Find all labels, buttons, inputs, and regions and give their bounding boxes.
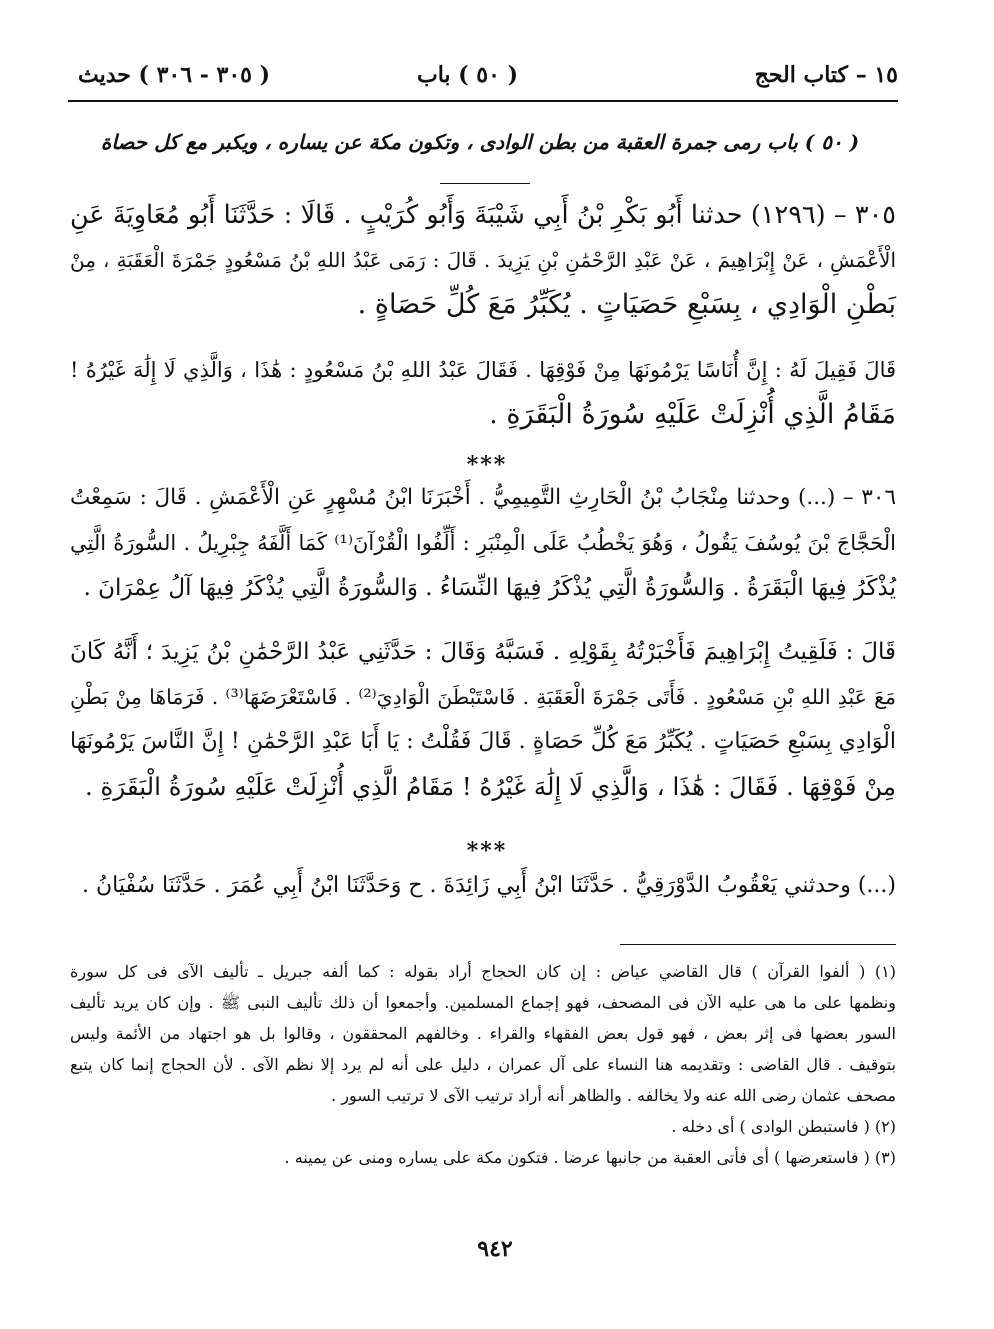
- header-divider: [68, 100, 898, 102]
- header-bab-number: ( ٥٠ ) باب: [417, 62, 518, 88]
- footnote-line: بتوقيف . قال القاضى : وتقديمه هنا النساء على آل عمران ، دليل على أنه لم يرد إلا نظم الآى . لأن الحجاج إنما كان يتبع: [70, 1055, 897, 1074]
- hadith-line: بَطْنِ الْوَادِي ، بِسَبْعِ حَصَيَاتٍ . يُكَبِّرُ مَعَ كُلِّ حَصَاةٍ .: [357, 289, 896, 320]
- footnote-line: مصحف عثمان رضى الله عنه ولا يخالفه . والظاهر أنه أراد ترتيب الآى لا ترتيب السور .: [331, 1086, 896, 1105]
- header-hadith-range: ( ٣٠٥ - ٣٠٦ ) حديث: [78, 62, 271, 88]
- footnote-line: ونظمها على ما هى عليه الآن فى المصحف، فهو إجماع المسلمين. وأجمعوا أن ذلك تأليف النبى ﷺ . وإن كان يريد تأليف: [70, 993, 896, 1012]
- hadith-line: مَقَامُ الَّذِي أُنْزِلَتْ عَلَيْهِ سُورَةُ الْبَقَرَةِ .: [489, 399, 896, 430]
- footnote-line: السور بعضها فى إثر بعض ، فهو قول بعض الفقهاء والقراء . وخالفهم المحققون ، وقالوا بل هو اجتهاد من الأئمة وليس: [70, 1024, 896, 1043]
- footnote-divider: [620, 944, 896, 945]
- footnote-2: (٢) ( فاستبطن الوادى ) أى دخله .: [671, 1117, 896, 1136]
- hadith-line: قَالَ : فَلَقِيتُ إِبْرَاهِيمَ فَأَخْبَرْتُهُ بِقَوْلِهِ . فَسَبَّهُ وَقَالَ : حَدَّثَنِي عَبْدُ الرَّحْمَٰنِ بْنُ يَزِيدَ ؛ أَنَّهُ كَانَ: [70, 639, 896, 665]
- hadith-line: مِنْ فَوْقِهَا . فَقَالَ : هَٰذَا ، وَالَّذِي لَا إِلَٰهَ غَيْرُهُ ! مَقَامُ الَّذِي أُنْزِلَتْ عَلَيْهِ سُورَةُ الْبَقَرَةِ .: [84, 772, 896, 801]
- hadith-line: الْحَجَّاجَ بْنَ يُوسُفَ يَقُولُ ، وَهُوَ يَخْطُبُ عَلَى الْمِنْبَرِ : أَلِّفُوا الْقُرْآنَ⁽¹⁾ كَمَا أَلَّفَهُ جِبْرِيلُ . السُّورَةُ الَّتِي: [70, 531, 896, 555]
- header-book-title: ١٥ – كتاب الحج: [754, 62, 898, 88]
- hadith-line: الْوَادِي بِسَبْعِ حَصَيَاتٍ . يُكَبِّرُ مَعَ كُلِّ حَصَاةٍ . قَالَ فَقُلْتُ : يَا أَبَا عَبْدِ الرَّحْمَٰنِ ! إِنَّ النَّاسَ يَرْمُونَهَا: [70, 729, 896, 754]
- hadith-line: مَعَ عَبْدِ اللهِ بْنِ مَسْعُودٍ . فَأَتَى جَمْرَةَ الْعَقَبَةِ . فَاسْتَبْطَنَ الْوَادِيَ⁽²⁾ . فَاسْتَعْرَضَهَا⁽³⁾ . فَرَمَاهَا مِنْ بَطْنِ: [70, 685, 896, 709]
- footnote-3: (٣) ( فاستعرضها ) أى فأتى العقبة من جانبها عرضا . فتكون مكة على يساره ومنى عن يمينه .: [284, 1148, 896, 1167]
- running-header: [68, 58, 898, 98]
- page-number: ٩٤٢: [477, 1236, 513, 1262]
- footnote-line: (١) ( ألفوا القرآن ) قال القاضي عياض : إن كان الحجاج أراد بقوله : كما ألفه جبريل ـ تأليف الآى فى كل سورة: [70, 962, 896, 981]
- chapter-title: ( ٥٠ ) باب رمى جمرة العقبة من بطن الوادى ، وتكون مكة عن يساره ، ويكبر مع كل حصاة: [100, 130, 860, 154]
- hadith-305-part2: [70, 350, 896, 440]
- hadith-line: ٣٠٥ – (١٢٩٦) حدثنا أَبُو بَكْرِ بْنُ أَبِي شَيْبَةَ وَأَبُو كُرَيْبٍ . قَالَا : حَدَّثَنَا أَبُو مُعَاوِيَةَ عَنِ: [70, 200, 896, 230]
- hadith-next: [70, 866, 896, 911]
- hadith-line: ٣٠٦ – (...) وحدثنا مِنْجَابُ بْنُ الْحَارِثِ التَّمِيمِيُّ . أَخْبَرَنَا ابْنُ مُسْهِرٍ عَنِ الْأَعْمَشِ . قَالَ : سَمِعْتُ: [70, 485, 896, 510]
- hadith-line: يُذْكَرُ فِيهَا الْبَقَرَةُ . وَالسُّورَةُ الَّتِي يُذْكَرُ فِيهَا النِّسَاءُ . وَالسُّورَةُ الَّتِي يُذْكَرُ فِيهَا آلُ عِمْرَانَ .: [83, 575, 896, 601]
- hadith-line: الْأَعْمَشِ ، عَنْ إِبْرَاهِيمَ ، عَنْ عَبْدِ الرَّحْمَٰنِ بْنِ يَزِيدَ . قَالَ : رَمَى عَبْدُ اللهِ بْنُ مَسْعُودٍ جَمْرَةَ الْعَقَبَةِ ، مِنْ: [70, 248, 896, 272]
- section-separator: ***: [466, 838, 508, 864]
- hadith-305: [70, 195, 896, 330]
- title-underline: [440, 183, 530, 184]
- section-separator: ***: [466, 452, 508, 478]
- hadith-line: (...) وحدثني يَعْقُوبُ الدَّوْرَقِيُّ . حَدَّثَنَا ابْنُ أَبِي زَائِدَةَ . ح وَحَدَّثَنَا ابْنُ أَبِي عُمَرَ . حَدَّثَنَا سُفْيَانُ .: [81, 873, 896, 898]
- footnotes: [70, 958, 896, 1175]
- hadith-306: [70, 478, 896, 613]
- hadith-306-part2: [70, 632, 896, 812]
- hadith-line: قَالَ فَقِيلَ لَهُ : إِنَّ أُنَاسًا يَرْمُونَهَا مِنْ فَوْقِهَا . فَقَالَ عَبْدُ اللهِ بْنُ مَسْعُودٍ : هَٰذَا ، وَالَّذِي لَا إِلَٰهَ غَيْرُهُ !: [70, 358, 896, 382]
